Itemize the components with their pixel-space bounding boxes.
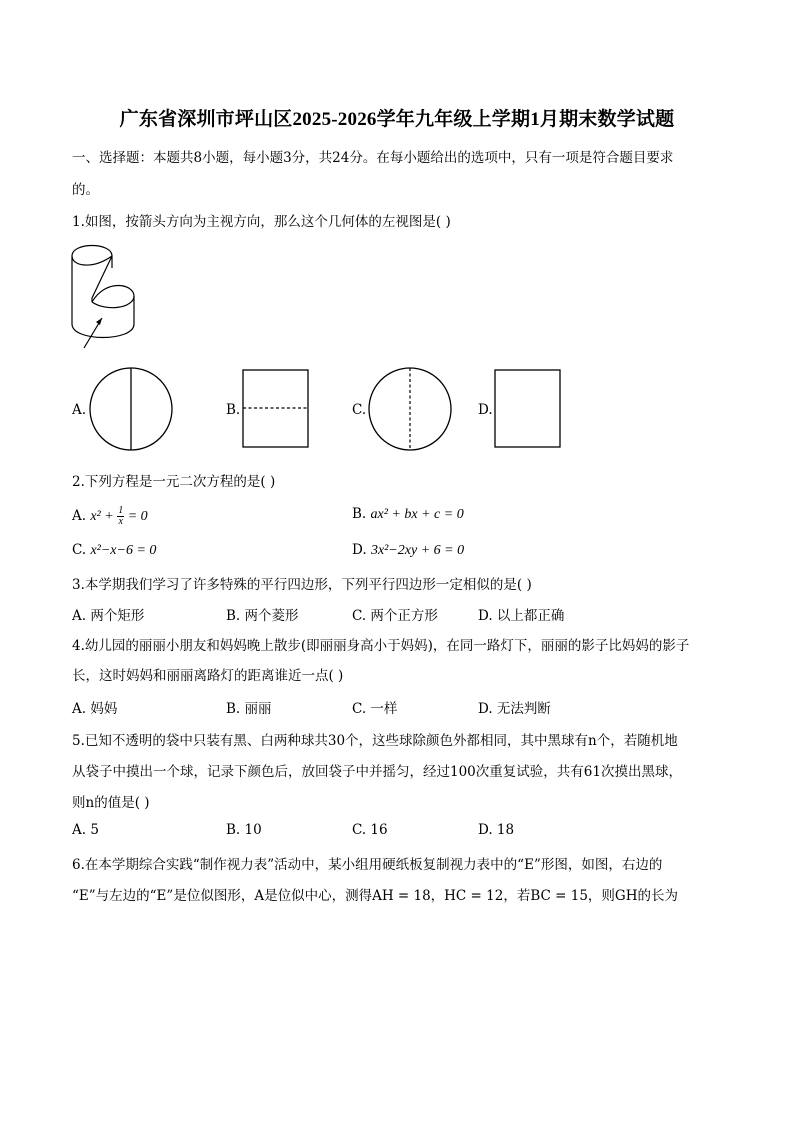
q2-option-b: [352, 506, 464, 523]
q1-option-d-figure: [494, 369, 562, 449]
q4-option-a: A. 妈妈: [72, 701, 118, 717]
question-4-line1: 4.幼儿园的丽丽小朋友和妈妈晚上散步(即丽丽身高小于妈妈)，在同一路灯下，丽丽的影子比妈妈的影子: [72, 638, 690, 654]
q2-option-a: [72, 506, 148, 527]
section-instructions-line2: 的。: [72, 182, 99, 198]
q2-option-d: [352, 542, 464, 559]
section-instructions-line1: 一、选择题：本题共8小题，每小题3分，共24分。在每小题给出的选项中，只有一项是符合题目要求: [72, 150, 674, 166]
q3-option-c: C. 两个正方形: [352, 608, 438, 624]
q4-option-b: B. 丽丽: [226, 701, 272, 717]
page-title: 广东省深圳市坪山区2025-2026学年九年级上学期1月期末数学试题: [119, 109, 675, 130]
q3-option-b: B. 两个菱形: [226, 608, 299, 624]
q2-option-d-expr: 3x²−2xy + 6 = 0: [370, 543, 465, 558]
question-4-line2: 长，这时妈妈和丽丽离路灯的距离谁近一点( ): [72, 668, 344, 684]
q4-option-d: D. 无法判断: [478, 701, 551, 717]
question-5-line3: 则n的值是( ): [72, 795, 150, 811]
fraction-numerator: 1: [118, 505, 124, 516]
q5-option-a: A. 5: [72, 822, 99, 838]
q2-option-c-expr: x²−x−6 = 0: [90, 543, 157, 558]
q2-option-b-label: B.: [352, 506, 367, 522]
q2-option-d-label: D.: [352, 542, 367, 558]
question-5-line2: 从袋子中摸出一个球，记录下颜色后，放回袋子中并摇匀，经过100次重复试验，共有61次摸出黑球，: [72, 764, 682, 780]
q2-option-c: [72, 542, 156, 559]
q2-option-a-label: A.: [72, 508, 87, 524]
question-3-stem: 3.本学期我们学习了许多特殊的平行四边形，下列平行四边形一定相似的是( ): [72, 577, 532, 593]
question-2-stem: 2.下列方程是一元二次方程的是( ): [72, 474, 276, 490]
question-5-line1: 5.已知不透明的袋中只装有黑、白两种球共30个，这些球除颜色外都相同，其中黑球有n个，若随机地: [72, 733, 678, 749]
question-6-line2: “E”与左边的“E”是位似图形，A是位似中心，测得AH = 18，HC = 12，若BC = 15，则GH的长为: [72, 888, 678, 904]
q1-option-c-label: C.: [352, 402, 367, 418]
q4-option-c: C. 一样: [352, 701, 398, 717]
question-1-stem: 1.如图，按箭头方向为主视方向，那么这个几何体的左视图是( ): [72, 214, 451, 230]
q1-option-b-figure: [242, 369, 310, 449]
q5-option-b: B. 10: [226, 822, 262, 838]
q2-option-a-expr-pre: x² +: [90, 509, 118, 524]
fraction-denominator: x: [118, 516, 123, 527]
q1-option-d-label: D.: [478, 402, 493, 418]
q1-option-b-label: B.: [226, 402, 241, 418]
q1-option-a-label: A.: [72, 402, 87, 418]
q5-option-d: D. 18: [478, 822, 515, 838]
question-1-solid-figure: [66, 238, 146, 350]
q2-option-b-expr: ax² + bx + c = 0: [370, 507, 464, 522]
q1-option-a-figure: [88, 366, 174, 452]
q2-option-a-expr-post: = 0: [124, 509, 148, 524]
question-6-line1: 6.在本学期综合实践“制作视力表”活动中，某小组用硬纸板复制视力表中的“E”形图，如图，右边的: [72, 857, 663, 873]
q3-option-d: D. 以上都正确: [478, 608, 565, 624]
q2-option-c-label: C.: [72, 542, 87, 558]
q5-option-c: C. 16: [352, 822, 388, 838]
q1-option-c-figure: [367, 366, 453, 452]
q3-option-a: A. 两个矩形: [72, 608, 145, 624]
